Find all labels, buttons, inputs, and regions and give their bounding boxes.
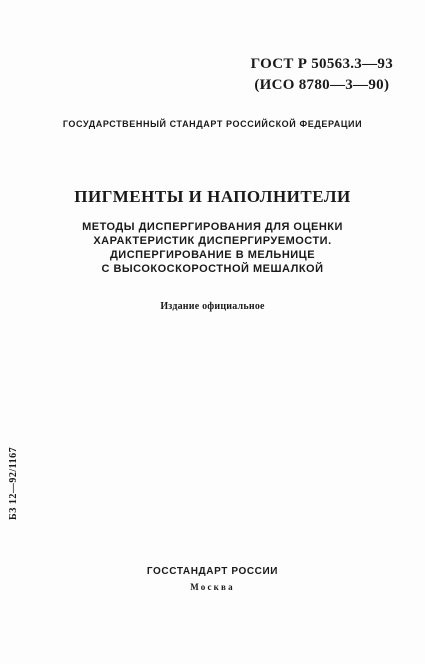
subtitle-line: ДИСПЕРГИРОВАНИЕ В МЕЛЬНИЦЕ <box>109 249 316 261</box>
document-subtitle <box>0 220 425 276</box>
gost-number: ГОСТ Р 50563.3—93 <box>250 56 393 72</box>
subtitle-line: ХАРАКТЕРИСТИК ДИСПЕРГИРУЕМОСТИ. <box>93 235 332 247</box>
side-catalog-code: БЗ 12—92/1167 <box>8 446 19 520</box>
subtitle-line: МЕТОДЫ ДИСПЕРГИРОВАНИЯ ДЛЯ ОЦЕНКИ <box>82 221 343 233</box>
subtitle-line: С ВЫСОКОСКОРОСТНОЙ МЕШАЛКОЙ <box>101 263 324 275</box>
publisher-name: ГОССТАНДАРТ РОССИИ <box>146 566 279 577</box>
state-standard-heading: ГОСУДАРСТВЕННЫЙ СТАНДАРТ РОССИЙСКОЙ ФЕДЕРАЦИИ <box>62 119 363 129</box>
publisher-city: Москва <box>190 582 235 592</box>
iso-number: (ИСО 8780—3—90) <box>254 77 390 93</box>
document-title: ПИГМЕНТЫ И НАПОЛНИТЕЛИ <box>74 187 351 206</box>
edition-note: Издание официальное <box>160 301 265 312</box>
standard-designation <box>251 54 393 96</box>
